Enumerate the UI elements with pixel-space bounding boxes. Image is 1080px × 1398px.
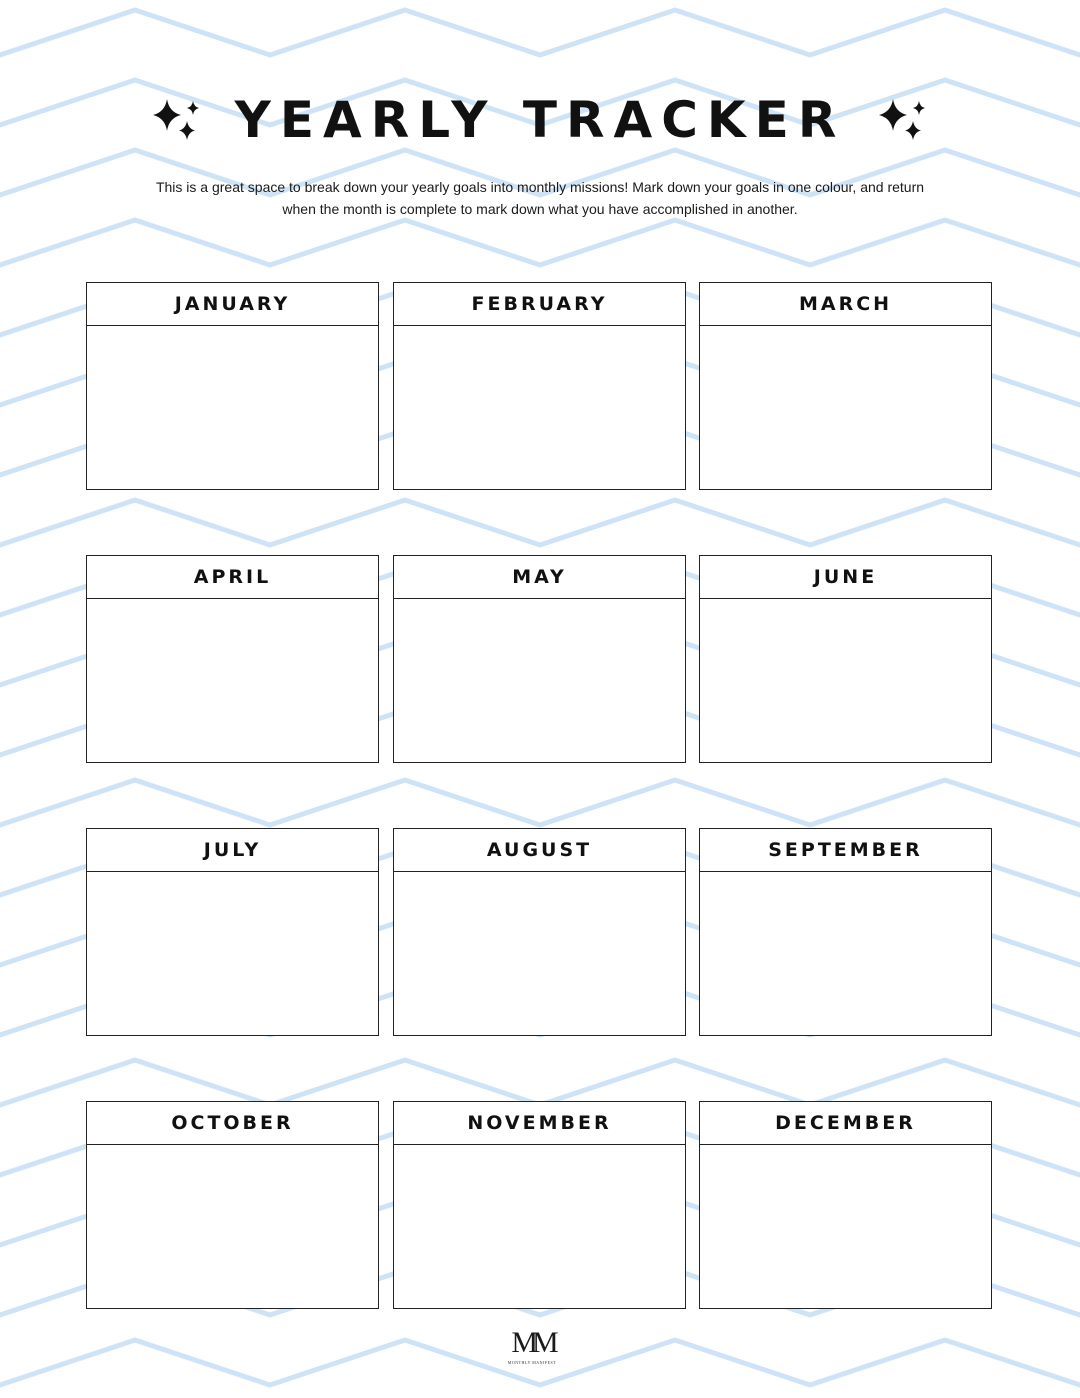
month-box-march [699, 282, 992, 490]
month-label: JULY [203, 839, 262, 861]
month-header [394, 283, 685, 326]
logo-mark: MM [511, 1326, 553, 1359]
month-box-january [86, 282, 379, 490]
month-label: OCTOBER [171, 1112, 294, 1134]
month-box-july [86, 828, 379, 1036]
month-header [87, 283, 378, 326]
intro-text: This is a great space to break down your yearly goals into monthly missions! Mark down your goals in one colour, and return when the month is complete to mark down what you have accomplished in another. [155, 179, 925, 217]
month-label: JANUARY [174, 293, 291, 315]
month-label: MARCH [798, 293, 893, 315]
month-label: SEPTEMBER [768, 839, 923, 861]
month-box-may [393, 555, 686, 763]
month-box-december [699, 1101, 992, 1309]
month-label: DECEMBER [775, 1112, 916, 1134]
month-label: MAY [512, 566, 567, 588]
sparkle-icon [875, 95, 931, 145]
month-label: JUNE [813, 566, 878, 588]
month-header [700, 283, 991, 326]
sparkle-icon [149, 95, 205, 145]
month-box-june [699, 555, 992, 763]
logo-subtitle: MONTHLY MANIFEST [507, 1360, 557, 1365]
title-row [0, 88, 1080, 152]
month-header [87, 556, 378, 599]
page-title: YEARLY TRACKER [234, 91, 846, 149]
month-header [700, 556, 991, 599]
month-header [700, 829, 991, 872]
month-label: NOVEMBER [467, 1112, 612, 1134]
month-header [87, 829, 378, 872]
month-header [394, 1102, 685, 1145]
month-label: FEBRUARY [471, 293, 608, 315]
month-header [394, 829, 685, 872]
month-box-august [393, 828, 686, 1036]
month-header [700, 1102, 991, 1145]
month-box-november [393, 1101, 686, 1309]
month-label: APRIL [193, 566, 272, 588]
brand-logo [500, 1326, 564, 1376]
month-box-september [699, 828, 992, 1036]
month-header [87, 1102, 378, 1145]
month-box-february [393, 282, 686, 490]
month-box-april [86, 555, 379, 763]
month-label: AUGUST [486, 839, 593, 861]
month-box-october [86, 1101, 379, 1309]
month-header [394, 556, 685, 599]
